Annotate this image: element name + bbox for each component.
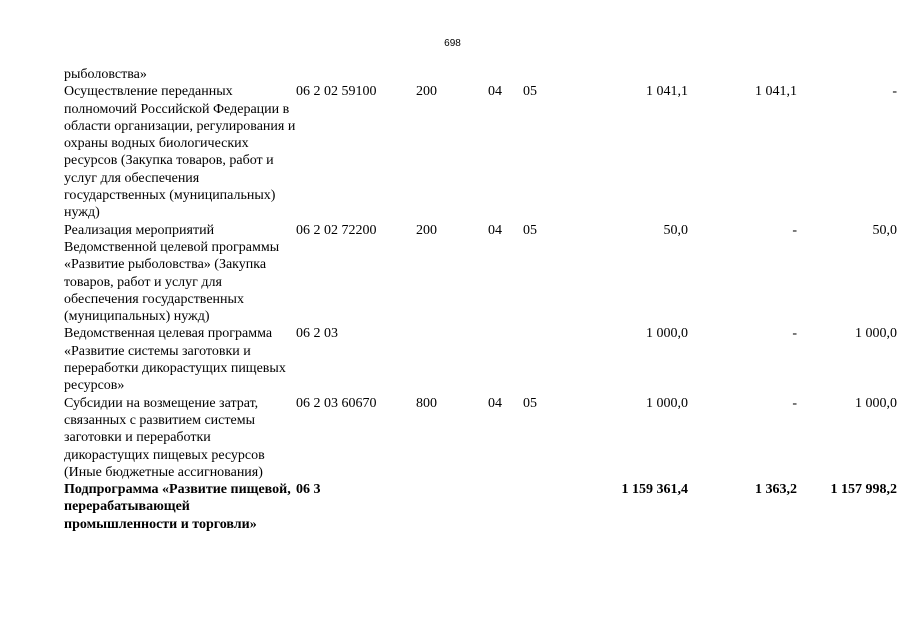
row-name: рыболовства»: [64, 67, 147, 82]
row-subsection: 05: [523, 395, 537, 411]
row-expense-type: [416, 66, 488, 83]
table-row: [64, 325, 897, 394]
row-amount-regional: 1 000,0: [855, 326, 897, 342]
budget-table: [64, 66, 897, 533]
row-total-amount: 1 000,0: [646, 326, 688, 342]
row-section: [488, 325, 523, 394]
row-total-amount: 1 159 361,4: [621, 482, 688, 498]
row-section: 04: [488, 84, 502, 100]
row-amount-regional: -: [892, 84, 897, 100]
row-amount-regional: 50,0: [872, 222, 897, 238]
row-target-code: 06 2 02 59100: [296, 84, 377, 100]
row-target-code: 06 2 02 72200: [296, 222, 377, 238]
row-section: 04: [488, 222, 502, 238]
row-section: [488, 66, 523, 83]
row-subsection: 05: [523, 84, 537, 100]
row-amount-regional: [797, 66, 897, 83]
row-total-amount: 50,0: [663, 222, 688, 238]
row-name: Осуществление переданных полномочий Российской Федерации в области организации, регулирования и охраны водных биологических ресурсов (Закупка товаров, работ и услуг для обеспечения государственных (муниципальных) нужд): [64, 84, 296, 221]
row-amount-federal: -: [792, 222, 797, 238]
row-target-code: [296, 66, 416, 83]
row-target-code: 06 2 03: [296, 326, 338, 342]
table-row: [64, 395, 897, 481]
row-subsection: 05: [523, 222, 537, 238]
row-amount-regional: 1 000,0: [855, 395, 897, 411]
page-number: 698: [444, 38, 461, 49]
row-section: [488, 481, 523, 533]
row-name: Реализация мероприятий Ведомственной целевой программы «Развитие рыболовства» (Закупка товаров, работ и услуг для обеспечения государственных (муниципальных) нужд): [64, 222, 280, 325]
row-amount-federal: -: [792, 395, 797, 411]
row-expense-type: 800: [416, 395, 437, 411]
row-amount-federal: 1 041,1: [755, 84, 797, 100]
row-expense-type: [416, 481, 488, 533]
table-row: [64, 66, 897, 83]
row-expense-type: 200: [416, 222, 437, 238]
row-expense-type: [416, 325, 488, 394]
row-total-amount: 1 000,0: [646, 395, 688, 411]
row-amount-federal: 1 363,2: [755, 482, 797, 498]
row-total-amount: [568, 66, 688, 83]
row-section: 04: [488, 395, 502, 411]
row-name: Подпрограмма «Развитие пищевой, перерабатывающей промышленности и торговли»: [64, 482, 291, 532]
row-expense-type: 200: [416, 84, 437, 100]
budget-table-body: [64, 66, 897, 533]
row-total-amount: 1 041,1: [646, 84, 688, 100]
row-name: Субсидии на возмещение затрат, связанных с развитием системы заготовки и переработки дикорастущих пищевых ресурсов (Иные бюджетные ассигнования): [64, 395, 265, 480]
row-subsection: [523, 481, 568, 533]
row-subsection: [523, 66, 568, 83]
table-row: [64, 222, 897, 326]
table-row: [64, 481, 897, 533]
table-row: [64, 83, 897, 221]
row-target-code: 06 2 03 60670: [296, 395, 377, 411]
row-name: Ведомственная целевая программа «Развитие системы заготовки и переработки дикорастущих пищевых ресурсов»: [64, 326, 286, 394]
row-subsection: [523, 325, 568, 394]
row-amount-federal: [688, 66, 797, 83]
row-amount-regional: 1 157 998,2: [830, 482, 897, 498]
row-amount-federal: -: [792, 326, 797, 342]
row-target-code: 06 3: [296, 482, 321, 498]
